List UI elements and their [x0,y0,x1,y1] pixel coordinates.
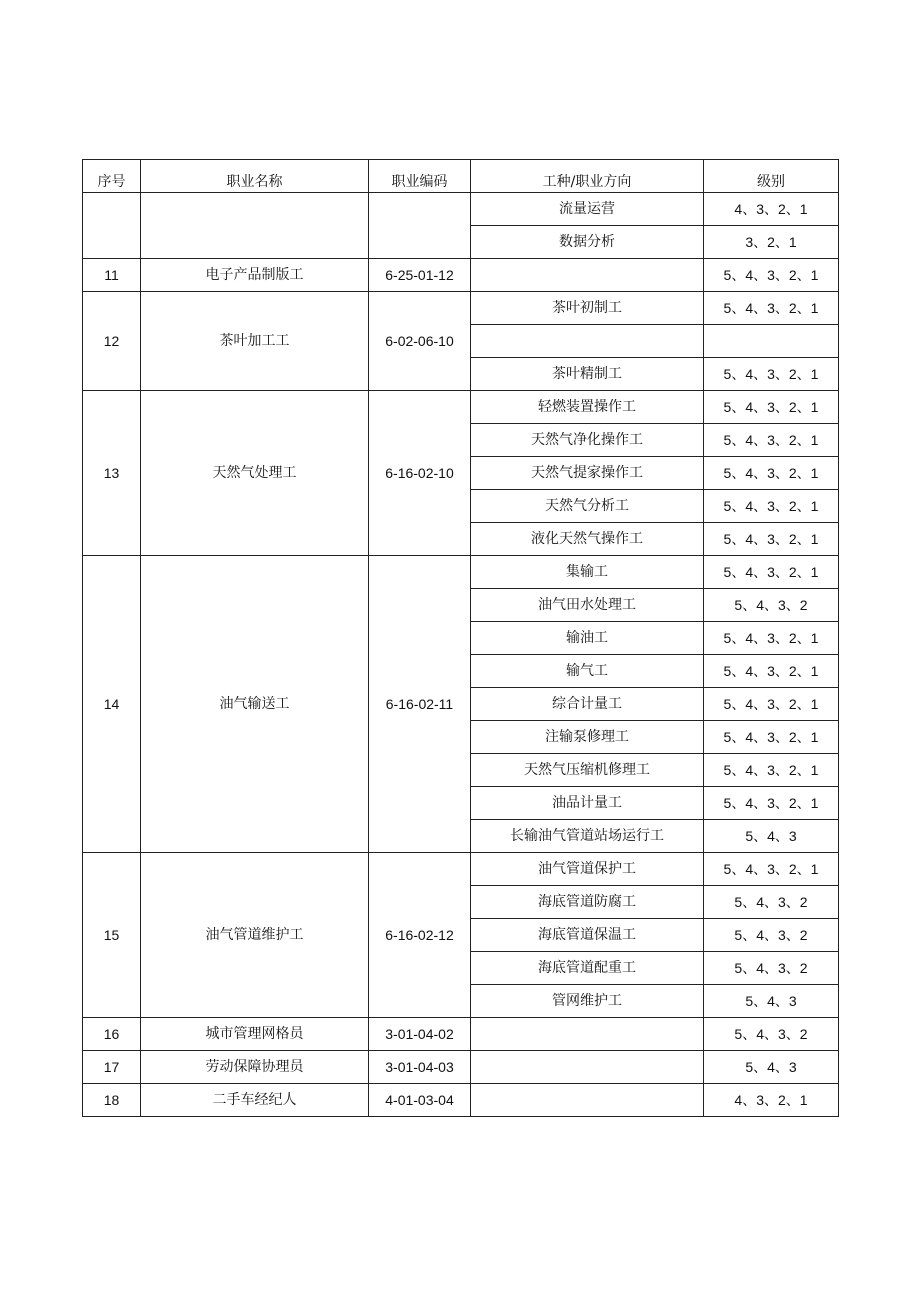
table-header-row [83,160,839,193]
job-type: 油气管道保护工 [471,853,704,886]
job-type: 集输工 [471,556,704,589]
table-row [83,1018,839,1051]
job-level: 5、4、3、2、1 [704,523,839,556]
occupation-table [82,159,839,1117]
job-type: 茶叶初制工 [471,292,704,325]
header-name: 职业名称 [141,160,369,193]
job-level: 5、4、3、2、1 [704,259,839,292]
job-level: 5、4、3、2、1 [704,721,839,754]
job-type: 轻燃装置操作工 [471,391,704,424]
job-level: 5、4、3、2 [704,589,839,622]
job-level: 5、4、3、2、1 [704,292,839,325]
job-level: 5、4、3、2、1 [704,556,839,589]
job-type: 输油工 [471,622,704,655]
job-type: 数据分析 [471,226,704,259]
job-type: 油气田水处理工 [471,589,704,622]
job-type: 天然气压缩机修理工 [471,754,704,787]
job-level: 5、4、3、2、1 [704,358,839,391]
occupation-seq: 12 [83,292,141,391]
occupation-seq: 14 [83,556,141,853]
job-level: 5、4、3、2 [704,886,839,919]
header-type: 工种/职业方向 [471,160,704,193]
table-row [83,1051,839,1084]
header-seq: 序号 [83,160,141,193]
occupation-code: 6-16-02-12 [369,853,471,1018]
occupation-code: 6-25-01-12 [369,259,471,292]
table-row [83,292,839,325]
job-type: 注输泵修理工 [471,721,704,754]
occupation-name: 天然气处理工 [141,391,369,556]
job-type: 天然气净化操作工 [471,424,704,457]
job-level: 5、4、3、2 [704,1018,839,1051]
job-type: 输气工 [471,655,704,688]
job-type: 长输油气管道站场运行工 [471,820,704,853]
occupation-code: 6-02-06-10 [369,292,471,391]
occupation-name [141,193,369,259]
job-level: 5、4、3、2、1 [704,688,839,721]
occupation-seq [83,193,141,259]
occupation-name: 电子产品制版工 [141,259,369,292]
job-level: 5、4、3 [704,820,839,853]
occupation-code: 6-16-02-11 [369,556,471,853]
job-type [471,259,704,292]
job-type: 流量运营 [471,193,704,226]
job-level: 5、4、3、2、1 [704,853,839,886]
job-level: 5、4、3、2、1 [704,391,839,424]
job-type [471,1018,704,1051]
occupation-name: 城市管理网格员 [141,1018,369,1051]
occupation-seq: 13 [83,391,141,556]
job-level: 5、4、3 [704,1051,839,1084]
occupation-code: 3-01-04-03 [369,1051,471,1084]
table-row [83,556,839,589]
job-type: 管网维护工 [471,985,704,1018]
job-level: 5、4、3、2、1 [704,490,839,523]
job-level: 4、3、2、1 [704,193,839,226]
occupation-seq: 18 [83,1084,141,1117]
table-row [83,391,839,424]
occupation-name: 二手车经纪人 [141,1084,369,1117]
job-level: 5、4、3、2、1 [704,622,839,655]
occupation-name: 油气输送工 [141,556,369,853]
job-level: 4、3、2、1 [704,1084,839,1117]
job-level: 5、4、3、2、1 [704,457,839,490]
table-row [83,1084,839,1117]
job-type: 天然气分析工 [471,490,704,523]
job-level: 3、2、1 [704,226,839,259]
occupation-name: 茶叶加工工 [141,292,369,391]
job-type [471,1084,704,1117]
job-type: 海底管道保温工 [471,919,704,952]
job-level: 5、4、3、2 [704,952,839,985]
occupation-name: 油气管道维护工 [141,853,369,1018]
occupation-seq: 15 [83,853,141,1018]
table-row [83,259,839,292]
job-level: 5、4、3、2、1 [704,787,839,820]
occupation-code [369,193,471,259]
occupation-code: 6-16-02-10 [369,391,471,556]
job-level: 5、4、3、2、1 [704,424,839,457]
job-level: 5、4、3、2、1 [704,655,839,688]
header-level: 级别 [704,160,839,193]
occupation-code: 4-01-03-04 [369,1084,471,1117]
job-level [704,325,839,358]
occupation-seq: 16 [83,1018,141,1051]
occupation-seq: 11 [83,259,141,292]
table-row [83,193,839,226]
table-row [83,853,839,886]
job-type: 综合计量工 [471,688,704,721]
job-type [471,1051,704,1084]
header-code: 职业编码 [369,160,471,193]
occupation-seq: 17 [83,1051,141,1084]
job-level: 5、4、3、2、1 [704,754,839,787]
job-level: 5、4、3、2 [704,919,839,952]
job-type: 液化天然气操作工 [471,523,704,556]
job-level: 5、4、3 [704,985,839,1018]
job-type: 天然气提家操作工 [471,457,704,490]
job-type [471,325,704,358]
occupation-code: 3-01-04-02 [369,1018,471,1051]
job-type: 油品计量工 [471,787,704,820]
job-type: 海底管道防腐工 [471,886,704,919]
job-type: 海底管道配重工 [471,952,704,985]
job-type: 茶叶精制工 [471,358,704,391]
occupation-name: 劳动保障协理员 [141,1051,369,1084]
